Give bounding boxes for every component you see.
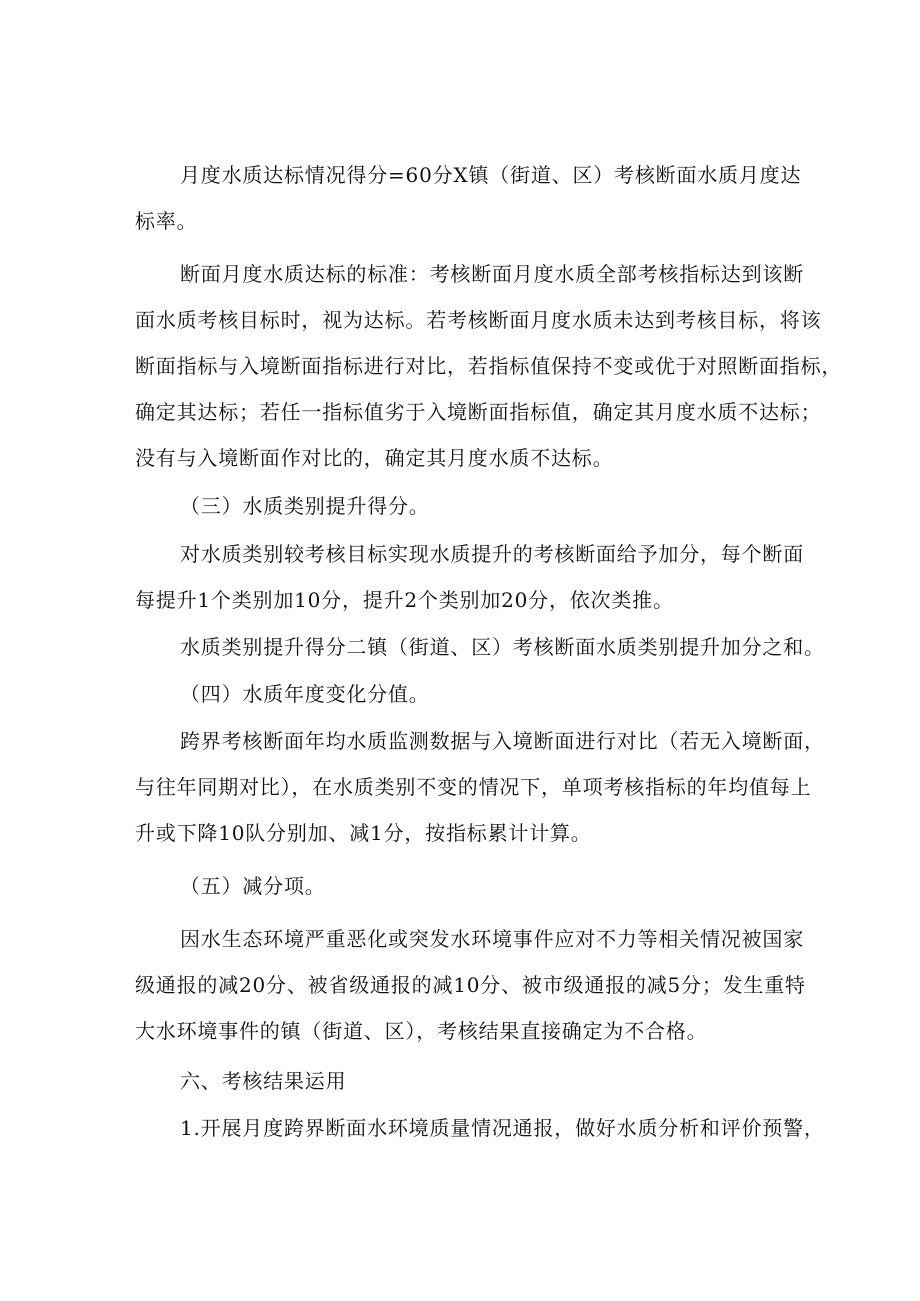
section-heading: （四）水质年度变化分值。 bbox=[180, 682, 430, 706]
paragraph-line: 月度水质达标情况得分=60分X镇（街道、区）考核断面水质月度达 bbox=[180, 163, 802, 187]
paragraph-line: 每提升1个类别加10分，提升2个类别加20分，依次类推。 bbox=[135, 588, 674, 612]
section-heading: （五）减分项。 bbox=[180, 874, 326, 898]
paragraph-line: 级通报的减20分、被省级通报的减10分、被市级通报的减5分；发生重特 bbox=[135, 973, 806, 997]
paragraph-line: 断面月度水质达标的标准：考核断面月度水质全部考核指标达到该断 bbox=[180, 262, 804, 286]
paragraph-line: 断面指标与入境断面指标进行对比，若指标值保持不变或优于对照断面指标， bbox=[135, 354, 843, 378]
paragraph-line: 跨界考核断面年均水质监测数据与入境断面进行对比（若无入境断面， bbox=[180, 729, 825, 753]
section-heading: （三）水质类别提升得分。 bbox=[180, 494, 430, 518]
paragraph-line: 确定其达标；若任一指标值劣于入境断面指标值，确定其月度水质不达标； bbox=[135, 400, 822, 424]
paragraph-line: 标率。 bbox=[135, 209, 198, 233]
paragraph-line: 与往年同期对比），在水质类别不变的情况下，单项考核指标的年均值每上 bbox=[135, 775, 812, 799]
paragraph-line: 对水质类别较考核目标实现水质提升的考核断面给予加分，每个断面 bbox=[180, 542, 804, 566]
paragraph-line: 水质类别提升得分二镇（街道、区）考核断面水质类别提升加分之和。 bbox=[180, 635, 825, 659]
paragraph-line: 升或下降10队分别加、减1分，按指标累计计算。 bbox=[135, 821, 592, 845]
paragraph-line: 因水生态环境严重恶化或突发水环境事件应对不力等相关情况被国家 bbox=[180, 927, 804, 951]
paragraph-line: 面水质考核目标时，视为达标。若考核断面月度水质未达到考核目标，将该 bbox=[135, 308, 822, 332]
section-heading: 六、考核结果运用 bbox=[180, 1069, 347, 1093]
paragraph-line: 没有与入境断面作对比的，确定其月度水质不达标。 bbox=[135, 446, 614, 470]
paragraph-line: 1.开展月度跨界断面水环境质量情况通报，做好水质分析和评价预警， bbox=[180, 1116, 825, 1140]
paragraph-line: 大水环境事件的镇（街道、区），考核结果直接确定为不合格。 bbox=[135, 1019, 708, 1043]
